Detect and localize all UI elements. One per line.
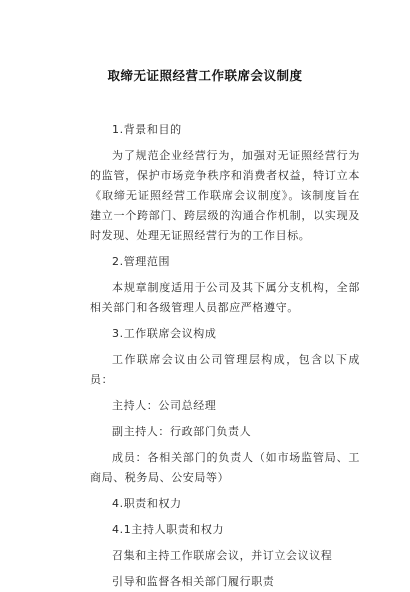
- section-heading: 4.职责和权力: [112, 497, 182, 510]
- document-body: [90, 120, 360, 592]
- paragraph: 工作联席会议由公司管理层构成，包含以下成员：: [90, 353, 360, 386]
- subsection-heading: 4.1主持人职责和权力: [112, 523, 225, 536]
- section-heading: 3.工作联席会议构成: [112, 327, 217, 340]
- list-item: 召集和主持工作联席会议，并订立会议议程: [112, 549, 333, 562]
- document-title: 取缔无证照经营工作联席会议制度: [107, 68, 303, 83]
- list-item: 成员：各相关部门的负责人（如市场监管局、工商局、税务局、公安局等）: [90, 451, 360, 484]
- list-item: 主持人：公司总经理: [112, 399, 217, 412]
- section-heading: 2.管理范围: [112, 255, 171, 268]
- list-item: 引导和监督各相关部门履行职责: [112, 575, 275, 588]
- paragraph: 本规章制度适用于公司及其下属分支机构，全部相关部门和各级管理人员都应严格遵守。: [90, 281, 360, 314]
- paragraph: 为了规范企业经营行为，加强对无证照经营行为的监管，保护市场竞争秩序和消费者权益，特订立本《取缔无证照经营工作联席会议制度》。该制度旨在建立一个跨部门、跨层级的沟通合作机制，以实现及时发现、处理无证照经营行为的工作目标。: [90, 149, 360, 242]
- list-item: 副主持人：行政部门负责人: [112, 425, 252, 438]
- section-heading: 1.背景和目的: [112, 123, 182, 136]
